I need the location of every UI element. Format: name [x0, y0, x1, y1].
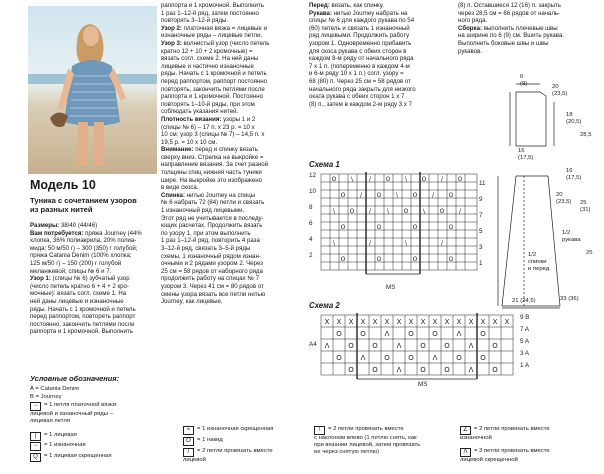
row-label: 9: [479, 196, 483, 203]
svg-text:O: O: [444, 366, 450, 374]
row-label: [309, 366, 321, 378]
attention-text: перед и спинку вязать сверху вниз. Стрелка на выкройке = направление вязания. За счет разной толщины спиц нижняя часть туники шире. На выкройке это изображено в виде скоса.: [161, 146, 269, 192]
back-text: нитью Journey на спицы № 6 набрать 72 (84) петли и связать 1 изнаночный ряд лицевыми. Этот ряд не учитывается в последу- ющих расчетах. Продолжить вязать по узору 1, при этом выполнить 1 раз 1–12-й ряд, повторить 4 раза 3–12-й ряд, связать 3–5-й ряды схемы, 1 изнаночный рядом изнан- очными и 2 рядами узором 2. Через 25 см = 58 рядов от наборного ряда продолжить работу на спицах № 7 узором 3. Через 41 см = 80 рядов от смены узора вязать все петли нитью Journey, как лицевые.: [161, 191, 266, 306]
row-label: 12: [309, 172, 317, 179]
scheme2-left-rows: [309, 318, 321, 378]
pattern3-label: Узор 3:: [161, 39, 182, 47]
pattern2-label: Узор 2:: [161, 24, 182, 32]
svg-text:O: O: [331, 176, 337, 183]
svg-text:O: O: [384, 354, 390, 362]
pattern1-text: (спицы № 6) зубчатый узор (число петель кратно 6 + 4 + 2 кро- мочные): вязать согл. схеме 1. На ней даны лицевые и изнаночные ряды. Начать с 1 кромочной и петель перед раппортом, повторять раппорт постоянно, закончить петлями после раппорта и 1 кромочной. Выполнить: [30, 275, 136, 336]
sleeves-text: нитью Journey набрать на спицы № 6 для каждого рукава по 54 (60) петель и связать 1 изнаночный ряд лицевыми. Продолжить работу узором 1. Одновременно прибавить для скоса рукава с обеих сторон в каждом 8-м ряду от начального ряда 7 х 1 п. (попеременно в каждом 4-м и 6-м ряду 10 х 1 п.) согл. узору = 68 (80) п. Через 25 см = 58 рядов от начального ряда закрыть для низкого оката рукава с обеих сторон 1 х 7 (8) п., затем в каждом 2-м ряду 3 х 7: [309, 9, 416, 108]
svg-text:/: /: [359, 192, 363, 199]
svg-text:O: O: [444, 342, 450, 350]
svg-text:\: \: [386, 208, 390, 215]
dim-side: 20 (23,5): [556, 192, 572, 205]
legend-p2tog: [460, 426, 600, 442]
svg-text:O: O: [492, 366, 498, 374]
sleeves-label: Рукава:: [309, 9, 332, 17]
legend-text: = 2 петли провязать вместе с наклоном влево (1 петлю снять, как при вязании лицевой, затем провязать ее через снятую петлю): [314, 426, 421, 455]
row-label: 1 A: [520, 362, 530, 369]
instructions-col4: [458, 2, 594, 55]
row-label: 9 B: [520, 314, 530, 321]
scheme1-right-rows: [479, 181, 491, 277]
svg-text:O: O: [385, 176, 391, 183]
row-label: 5: [479, 228, 483, 235]
row-label: 7 A: [520, 326, 530, 333]
svg-text:Λ: Λ: [432, 354, 438, 362]
svg-text:Λ: Λ: [360, 354, 366, 362]
model-photo: [28, 6, 157, 174]
k2tog-symbol-icon: /: [183, 448, 194, 457]
row-label: 10: [309, 188, 317, 195]
svg-text:O: O: [448, 256, 454, 263]
instructions-col2: [161, 2, 301, 306]
dim-sleeve-cap: 16 (17,5): [566, 168, 582, 181]
scheme1-left-rows: [309, 173, 319, 269]
svg-text:O: O: [340, 224, 346, 231]
svg-text:O: O: [376, 256, 382, 263]
dim-neck: 16 (17,5): [518, 148, 534, 161]
density-text: узоры 1 и 2 (спицы № 6) – 17 п. х 23 р. = 10 х 10 см; узор 3 (спицы № 7) – 14,5 п. х 19,5 р. = 10 х 10 см.: [161, 115, 265, 146]
sizes-value: 38/40 (44/46): [59, 222, 98, 229]
legend-a: A = Catania Denim: [30, 386, 80, 392]
sleeves-cont: (8) п. Оставшиеся 12 (16) п. закрыть через 28,5 см = 66 рядов от началь- ного ряда.: [458, 2, 561, 25]
legend-text: = 1 изнаночная скрещенная: [197, 426, 274, 432]
svg-text:/: /: [368, 208, 372, 215]
svg-text:X: X: [468, 318, 474, 326]
garter-symbol-icon: −: [30, 402, 41, 411]
svg-text:O: O: [376, 224, 382, 231]
model-title: Модель 10: [30, 178, 96, 192]
svg-text:/: /: [368, 240, 372, 247]
svg-text:\: \: [332, 240, 336, 247]
row-label: 5 A: [520, 338, 530, 345]
row-label: 8: [309, 204, 313, 211]
scheme1-chart: [309, 172, 489, 282]
knit-twisted-symbol-icon: Q: [30, 453, 41, 462]
row-label: [309, 354, 321, 366]
ssk-symbol-icon: \: [314, 426, 325, 435]
svg-text:O: O: [336, 330, 342, 338]
svg-text:X: X: [336, 318, 342, 326]
svg-text:X: X: [324, 318, 330, 326]
svg-text:X: X: [396, 318, 402, 326]
svg-text:O: O: [457, 176, 463, 183]
legend-text: = 1 накид: [197, 437, 223, 443]
svg-text:Λ: Λ: [396, 342, 402, 350]
dim-armhole: 20 (23,5): [552, 84, 568, 97]
svg-text:X: X: [456, 318, 462, 326]
svg-text:Λ: Λ: [396, 366, 402, 374]
svg-text:O: O: [412, 224, 418, 231]
svg-text:/: /: [440, 240, 444, 247]
row-label: 1: [479, 260, 483, 267]
dim-sleeve-top: 18 (20,5): [566, 112, 582, 125]
yarn-over-symbol-icon: O: [183, 437, 194, 446]
svg-text:O: O: [372, 366, 378, 374]
svg-text:O: O: [403, 208, 409, 215]
dim-back-front: 1/2 спинки и перед: [528, 252, 550, 272]
model-subtitle: Туника с сочетанием узоров из разных нитей: [30, 196, 137, 214]
instructions-col1: [30, 222, 158, 336]
svg-text:Λ: Λ: [324, 342, 330, 350]
legend-k3tog: [460, 448, 600, 464]
k3tog-symbol-icon: Λ: [460, 448, 471, 457]
svg-text:\: \: [395, 192, 399, 199]
svg-text:X: X: [504, 318, 510, 326]
dim-sleeve-length: 25 (31): [580, 200, 591, 213]
svg-text:X: X: [360, 318, 366, 326]
row-label: 11: [479, 180, 486, 187]
svg-text:O: O: [448, 192, 454, 199]
dim-33: 33 (36): [560, 296, 579, 302]
density-label: Плотность вязания:: [161, 115, 222, 123]
row-label: [309, 318, 321, 330]
svg-text:X: X: [480, 318, 486, 326]
front-label: Перед:: [309, 2, 330, 9]
svg-text:/: /: [431, 192, 435, 199]
scheme1-repeat-label: MS: [386, 284, 396, 291]
svg-text:O: O: [376, 192, 382, 199]
scheme2-chart: [309, 313, 519, 385]
svg-text:O: O: [408, 354, 414, 362]
legend-knit: [30, 432, 160, 441]
purl-twisted-symbol-icon: ≈: [183, 426, 194, 435]
svg-text:/: /: [440, 176, 444, 183]
svg-text:O: O: [348, 342, 354, 350]
svg-text:/: /: [458, 208, 462, 215]
materials-text: пряжа Journey (44% хлопка, 36% полиакрила, 20% полиа- мида; 50 м/50 г) – 300 (350) г голубой; пряжа Catania Denim (100% хлопка; 125 м/50 г) – 150 (200) г голубой меланжевой; спицы № 6 и 7.: [30, 229, 142, 275]
row-label: 3 A: [520, 350, 530, 357]
pattern1-label: Узор 1:: [30, 275, 51, 283]
svg-text:O: O: [421, 176, 427, 183]
pattern1-cont: раппорта и 1 кромочной. Выполнить 1 раз 1–12-й ряд, затем постоянно повторять 3–12-й ряды.: [161, 2, 264, 25]
dim-half-sleeve: 1/2 рукава: [562, 230, 581, 243]
svg-text:\: \: [404, 176, 408, 183]
legend-ssk: [314, 426, 470, 456]
svg-text:X: X: [408, 318, 414, 326]
svg-text:O: O: [439, 208, 445, 215]
svg-text:Λ: Λ: [456, 330, 462, 338]
svg-text:O: O: [348, 366, 354, 374]
svg-text:O: O: [412, 256, 418, 263]
legend-text: = 1 лицевая скрещенная: [44, 453, 112, 459]
svg-text:O: O: [372, 342, 378, 350]
scheme2-right-rows: [520, 315, 544, 375]
legend-b: B = Journey: [30, 394, 62, 400]
dim-28-5: 28,5: [580, 132, 592, 138]
dim-width: 21 (24,5): [512, 298, 536, 304]
legend-text: = 2 петли провязать вместе изнаночной: [460, 426, 550, 441]
svg-text:X: X: [348, 318, 354, 326]
legend-text: = 1 петля платочной вязки: лицевой и изнаночный ряды – лицевая петля: [30, 402, 118, 424]
svg-text:O: O: [336, 354, 342, 362]
legend-text: = 3 петли провязать вместе лицевой скрещенной: [460, 448, 550, 463]
legend-text: = 1 изнаночная: [44, 442, 86, 448]
dim-shoulder: 6 (9): [520, 74, 528, 87]
scheme2-title: Схема 2: [309, 301, 340, 310]
svg-text:\: \: [404, 240, 408, 247]
scheme2-repeat-label: MS: [418, 381, 428, 388]
row-label: 3: [479, 244, 483, 251]
row-label: 2: [309, 252, 313, 259]
legend-k2tog: [183, 448, 323, 464]
legend-purl-tbl: [183, 426, 313, 435]
row-label: A4: [309, 341, 317, 348]
knit-symbol-icon: |: [30, 432, 41, 441]
svg-text:X: X: [492, 318, 498, 326]
svg-text:/: /: [368, 176, 372, 183]
pattern2-text: платочная вязка = лицевые и изнаночные ряды – лицевые петли.: [161, 24, 267, 40]
svg-text:Λ: Λ: [468, 366, 474, 374]
svg-text:\: \: [332, 208, 336, 215]
legend-text: = 2 петли провязать вместе лицевой: [183, 448, 273, 463]
materials-label: Вам потребуется:: [30, 229, 84, 237]
legend-garter: [30, 402, 180, 425]
svg-text:Λ: Λ: [468, 342, 474, 350]
svg-text:O: O: [340, 256, 346, 263]
svg-text:\: \: [422, 208, 426, 215]
svg-text:O: O: [420, 366, 426, 374]
row-label: 6: [309, 220, 313, 227]
legend-text: = 1 лицевая: [44, 432, 77, 438]
svg-text:X: X: [372, 318, 378, 326]
svg-text:X: X: [384, 318, 390, 326]
attention-label: Внимание:: [161, 146, 194, 154]
svg-text:O: O: [492, 342, 498, 350]
svg-text:O: O: [340, 192, 346, 199]
pattern3-text: волнистый узор (число петель кратно 12 + 10 + 2 кромочные) = вязать согл. схеме 2. На ней даны лицевые и частично изнаночные ряды. Начать с 1 кромочной и петель перед раппортом, раппорт постоянно повторять, закончить петлями после раппорта и 1 кромочной. Постоянно повторять 1–10-й ряды, при этом соблюдать указания нитей.: [161, 39, 270, 116]
svg-text:O: O: [412, 192, 418, 199]
svg-text:O: O: [432, 330, 438, 338]
svg-text:\: \: [350, 176, 354, 183]
svg-text:O: O: [408, 330, 414, 338]
back-label: Спинка:: [161, 191, 185, 199]
svg-text:O: O: [420, 342, 426, 350]
svg-text:O: O: [448, 224, 454, 231]
svg-text:O: O: [480, 354, 486, 362]
legend-yarn-over: [183, 437, 313, 446]
p2tog-symbol-icon: ∠: [460, 426, 471, 435]
garment-diagram: [494, 72, 602, 310]
assembly-label: Сборка:: [458, 24, 482, 32]
svg-text:Λ: Λ: [384, 330, 390, 338]
svg-text:X: X: [432, 318, 438, 326]
legend-title: Условные обозначения:: [30, 374, 120, 383]
svg-text:O: O: [456, 354, 462, 362]
svg-text:X: X: [444, 318, 450, 326]
dim-25: 25: [586, 250, 593, 256]
row-label: 7: [479, 212, 483, 219]
svg-text:O: O: [480, 330, 486, 338]
sizes-label: Размеры:: [30, 222, 60, 229]
svg-text:X: X: [420, 318, 426, 326]
scheme1-title: Схема 1: [309, 160, 340, 169]
svg-text:O: O: [349, 208, 355, 215]
front-text: вязать, как спинку.: [329, 2, 384, 9]
purl-symbol-icon: −: [30, 442, 41, 451]
row-label: 4: [309, 236, 313, 243]
legend-purl: [30, 442, 160, 451]
legend-knit-tbl: [30, 453, 170, 462]
assembly-text: выполнить плечевые швы на ширине по 6 (9) см. Вшить рукава. Выполнить боковые швы и швы рукавов.: [458, 24, 565, 55]
instructions-col3: [309, 2, 449, 108]
svg-text:O: O: [360, 330, 366, 338]
